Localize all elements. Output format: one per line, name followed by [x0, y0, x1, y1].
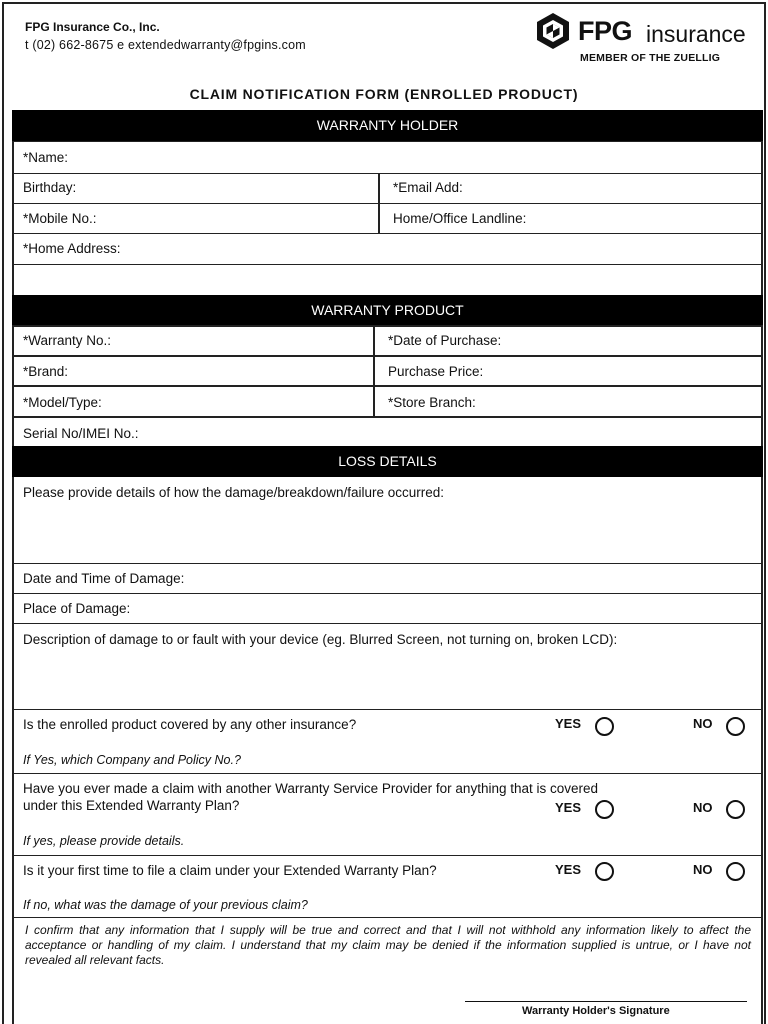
fpg-logo [534, 12, 764, 68]
datetime-row [12, 563, 763, 593]
logo-member-text: MEMBER OF THE ZUELLIG [580, 52, 721, 64]
description-row [12, 623, 763, 709]
q1-yes-label: YES [555, 716, 582, 731]
brand-price-row [12, 355, 763, 385]
serial-label: Serial No/IMEI No.: [23, 426, 139, 441]
landline-label: Home/Office Landline: [393, 211, 527, 226]
q1-no-label: NO [693, 716, 713, 731]
q1-yes-radio[interactable] [595, 717, 614, 736]
section-loss-details: LOSS DETAILS [12, 446, 763, 477]
company-name: FPG Insurance Co., Inc. [25, 20, 160, 34]
holder-divider [378, 173, 380, 233]
q3-label: Is it your first time to file a claim under your Extended Warranty Plan? [23, 863, 437, 878]
q2-no-radio[interactable] [726, 800, 745, 819]
model-store-row [12, 385, 763, 416]
page-border-top [2, 2, 766, 4]
q1-no-radio[interactable] [726, 717, 745, 736]
q3-no-radio[interactable] [726, 862, 745, 881]
confirmation-text: I confirm that any information that I supply will be true and correct and that I will not withhold any information likely to affect the acceptance or handling of my claim. I understand that my claim may be denied if the information supplied is untrue, or I have not revealed all relevant facts. [25, 923, 751, 967]
page-border-left [2, 2, 4, 1024]
name-label: *Name: [23, 150, 69, 165]
name-row [12, 141, 763, 173]
mobile-landline-row [12, 203, 763, 233]
logo-insurance-text: insurance [646, 21, 746, 47]
q3-no-label: NO [693, 862, 713, 877]
q2-yes-radio[interactable] [595, 800, 614, 819]
q3-yes-label: YES [555, 862, 582, 877]
model-label: *Model/Type: [23, 395, 102, 410]
brand-label: *Brand: [23, 364, 69, 379]
serial-row [12, 416, 763, 446]
date-purchase-label: *Date of Purchase: [388, 333, 502, 348]
section-warranty-holder: WARRANTY HOLDER [12, 110, 763, 141]
description-label: Description of damage to or fault with your device (eg. Blurred Screen, not turning on, broken LCD): [23, 632, 618, 647]
q3-yes-radio[interactable] [595, 862, 614, 881]
signature-line[interactable] [465, 1001, 747, 1002]
q2-line-2: under this Extended Warranty Plan? [23, 798, 240, 813]
fpg-emblem-icon [534, 12, 572, 50]
email-label: *Email Add: [393, 180, 463, 195]
q1-note: If Yes, which Company and Policy No.? [23, 753, 241, 767]
how-row [12, 477, 763, 563]
company-contact: t (02) 662-8675 e extendedwarranty@fpgins.com [25, 38, 306, 52]
question-first-claim [12, 855, 763, 917]
form-title: CLAIM NOTIFICATION FORM (ENROLLED PRODUCT) [189, 86, 579, 102]
question-other-insurance [12, 709, 763, 773]
q2-no-label: NO [693, 800, 713, 815]
q3-note: If no, what was the damage of your previous claim? [23, 898, 308, 912]
datetime-label: Date and Time of Damage: [23, 571, 185, 586]
product-divider [373, 325, 375, 416]
store-label: *Store Branch: [388, 395, 476, 410]
birthday-email-row [12, 173, 763, 203]
address-row [12, 233, 763, 264]
mobile-label: *Mobile No.: [23, 211, 97, 226]
logo-fpg-text: FPG [578, 16, 633, 46]
place-label: Place of Damage: [23, 601, 131, 616]
page-border-right [764, 2, 766, 1024]
warranty-no-label: *Warranty No.: [23, 333, 112, 348]
q2-label [23, 780, 598, 814]
warranty-date-row [12, 325, 763, 355]
address-row-2 [12, 264, 763, 295]
q2-line-1: Have you ever made a claim with another Warranty Service Provider for anything that is covered [23, 781, 599, 796]
address-label: *Home Address: [23, 241, 121, 256]
signature-label: Warranty Holder's Signature [522, 1005, 670, 1017]
q2-note: If yes, please provide details. [23, 834, 185, 848]
birthday-label: Birthday: [23, 180, 77, 195]
question-prior-claim [12, 773, 763, 855]
q2-yes-label: YES [555, 800, 582, 815]
section-warranty-product: WARRANTY PRODUCT [12, 295, 763, 325]
place-row [12, 593, 763, 623]
how-label: Please provide details of how the damage/breakdown/failure occurred: [23, 485, 444, 500]
price-label: Purchase Price: [388, 364, 484, 379]
q1-label: Is the enrolled product covered by any other insurance? [23, 717, 357, 732]
